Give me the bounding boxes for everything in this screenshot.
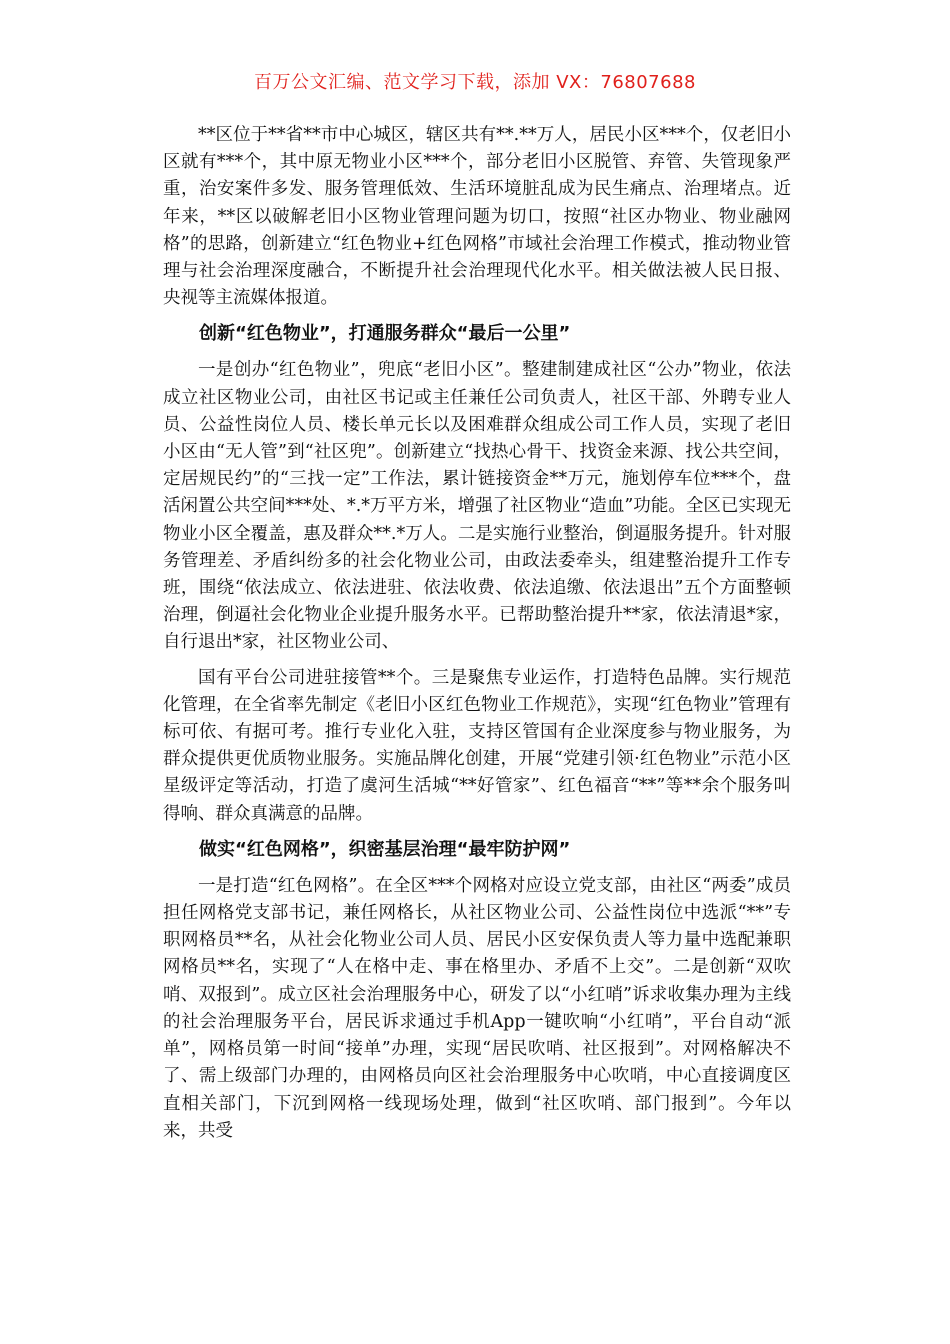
section-2-paragraph-1: 一是打造“红色网格”。在全区***个网格对应设立党支部，由社区“两委”成员担任网格党支部书记，兼任网格长，从社区物业公司、公益性岗位中选派“**”专职网格员**名，从社会化物业公司人员、居民小区安保负责人等力量中选配兼职网格员**名，实现了“人在格中走、事在格里办、矛盾不上交”。二是创新“双吹哨、双报到”。成立区社会治理服务中心，研发了以“小红哨”诉求收集办理为主线的社会治理服务平台，居民诉求通过手机App一键吹响“小红哨”，平台自动“派单”，网格员第一时间“接单”办理，实现“居民吹哨、社区报到”。对网格解决不了、需上级部门办理的，由网格员向区社会治理服务中心吹哨，中心直接调度区直相关部门，下沉到网格一线现场处理，做到“社区吹哨、部门报到”。今年以来，共受 <box>163 875 791 1141</box>
document-body <box>163 122 791 1153</box>
section-1-paragraph-2: 国有平台公司进驻接管**个。三是聚焦专业运作，打造特色品牌。实行规范化管理，在全省率先制定《老旧小区红色物业工作规范》，实现“红色物业”管理有标可依、有据可考。推行专业化入驻，支持区管国有企业深度参与物业服务，为群众提供更优质物业服务。实施品牌化创建，开展“党建引领·红色物业”示范小区星级评定等活动，打造了虞河生活城“**好管家”、红色福音“**”等**余个服务叫得响、群众真满意的品牌。 <box>163 667 791 824</box>
section-1-paragraph-1: 一是创办“红色物业”，兜底“老旧小区”。整建制建成社区“公办”物业，依法成立社区物业公司，由社区书记或主任兼任公司负责人，社区干部、外聘专业人员、公益性岗位人员、楼长单元长以及困难群众组成公司工作人员，实现了老旧小区由“无人管”到“社区兜”。创新建立“找热心骨干、找资金来源、找公共空间，定居规民约”的“三找一定”工作法，累计链接资金**万元，施划停车位***个，盘活闲置公共空间***处、*.*万平方米，增强了社区物业“造血”功能。全区已实现无物业小区全覆盖，惠及群众**.*万人。二是实施行业整治，倒逼服务提升。针对服务管理差、矛盾纠纷多的社会化物业公司，由政法委牵头，组建整治提升工作专班，围绕“依法成立、依法进驻、依法收费、依法追缴、依法退出”五个方面整顿治理，倒逼社会化物业企业提升服务水平。已帮助整治提升**家，依法清退*家，自行退出*家，社区物业公司、 <box>163 360 791 653</box>
intro-paragraph: **区位于**省**市中心城区，辖区共有**.**万人，居民小区***个，仅老旧小区就有***个，其中原无物业小区***个，部分老旧小区脱管、弃管、失管现象严重，治安案件多发、服务管理低效、生活环境脏乱成为民生痛点、治理堵点。近年来，**区以破解老旧小区物业管理问题为切口，按照“社区办物业、物业融网格”的思路，创新建立“红色物业+红色网格”市域社会治理工作模式，推动物业管理与社会治理深度融合，不断提升社会治理现代化水平。相关做法被人民日报、央视等主流媒体报道。 <box>163 125 791 309</box>
section-2-heading: 做实“红色网格”，织密基层治理“最牢防护网” <box>199 838 571 860</box>
section-1-heading: 创新“红色物业”，打通服务群众“最后一公里” <box>199 323 571 345</box>
header-promo-note: 百万公文汇编、范文学习下载，添加 VX：76807688 <box>254 72 696 93</box>
